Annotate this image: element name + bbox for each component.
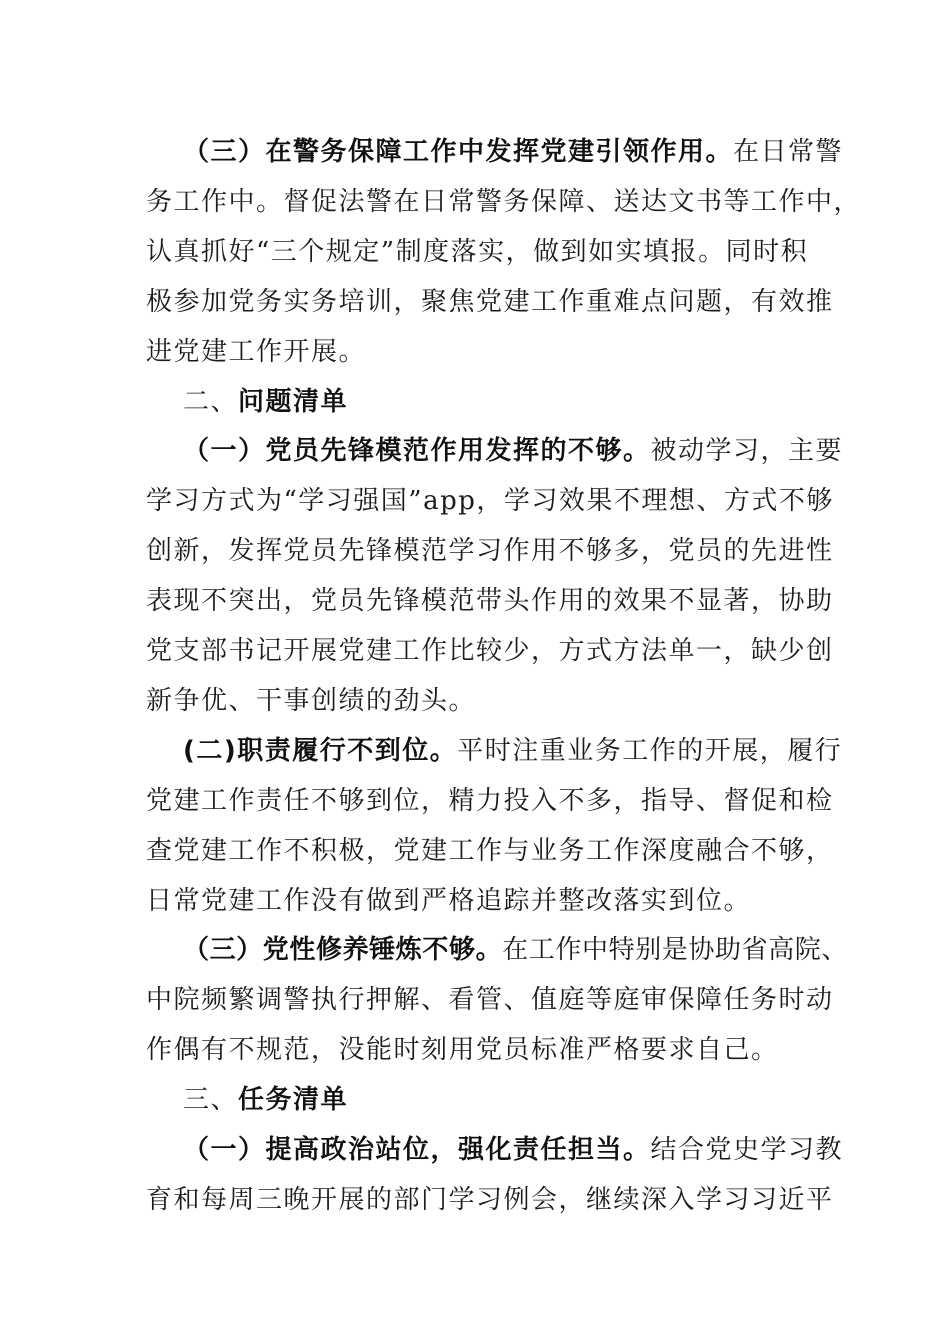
paragraph-line: 中院频繁调警执行押解、看管、值庭等庭审保障任务时动 [146, 985, 834, 1015]
section-prefix: 三、 [183, 1085, 239, 1115]
paragraph-line [183, 734, 842, 768]
paragraph-line: 创新，发挥党员先锋模范学习作用不够多，党员的先进性 [146, 536, 834, 566]
paragraph-line: 党建工作责任不够到位，精力投入不多，指导、督促和检 [146, 786, 834, 816]
paragraph-line: 育和每周三晚开展的部门学习例会，继续深入学习习近平 [146, 1185, 834, 1215]
section-heading [183, 1083, 348, 1117]
paragraph-lead-bold: （一）提高政治站位，强化责任担当。 [183, 1135, 651, 1165]
paragraph-line [183, 135, 843, 169]
paragraph-line: 进党建工作开展。 [146, 337, 367, 367]
section-heading [183, 385, 348, 419]
section-title: 任务清单 [238, 1085, 349, 1115]
paragraph-line: 日常党建工作没有做到严格追踪并整改落实到位。 [146, 886, 752, 916]
paragraph-line [183, 933, 848, 967]
paragraph-line: 认真抓好“三个规定”制度落实，做到如实填报。同时积 [146, 237, 809, 267]
section-title: 问题清单 [238, 387, 349, 417]
paragraph-lead-bold: （三）在警务保障工作中发挥党建引领作用。 [183, 137, 734, 167]
paragraph-line: 表现不突出，党员先锋模范带头作用的效果不显著，协助 [146, 586, 834, 616]
section-prefix: 二、 [183, 387, 239, 417]
paragraph-line: 查党建工作不积极，党建工作与业务工作深度融合不够， [146, 836, 834, 866]
paragraph-line: 新争优、干事创绩的劲头。 [146, 686, 477, 716]
paragraph-text: 在日常警 [733, 137, 844, 167]
paragraph-lead-bold: (二)职责履行不到位。 [183, 736, 458, 766]
paragraph-lead-bold: （三）党性修养锤炼不够。 [183, 935, 503, 965]
paragraph-line: 作偶有不规范，没能时刻用党员标准严格要求自己。 [146, 1035, 779, 1065]
paragraph-text: 结合党史学习教 [650, 1135, 844, 1165]
paragraph-line [183, 434, 843, 468]
paragraph-text: 平时注重业务工作的开展，履行 [457, 736, 843, 766]
paragraph-line: 党支部书记开展党建工作比较少，方式方法单一，缺少创 [146, 636, 834, 666]
paragraph-line [183, 1133, 843, 1167]
paragraph-text: 在工作中特别是协助省高院、 [502, 935, 849, 965]
paragraph-line: 极参加党务实务培训，聚焦党建工作重难点问题，有效推 [146, 287, 834, 317]
paragraph-line: 学习方式为“学习强国”app，学习效果不理想、方式不够 [146, 486, 834, 516]
paragraph-line: 务工作中。督促法警在日常警务保障、送达文书等工作中， [146, 187, 862, 217]
paragraph-text: 被动学习，主要 [650, 436, 844, 466]
paragraph-lead-bold: （一）党员先锋模范作用发挥的不够。 [183, 436, 651, 466]
